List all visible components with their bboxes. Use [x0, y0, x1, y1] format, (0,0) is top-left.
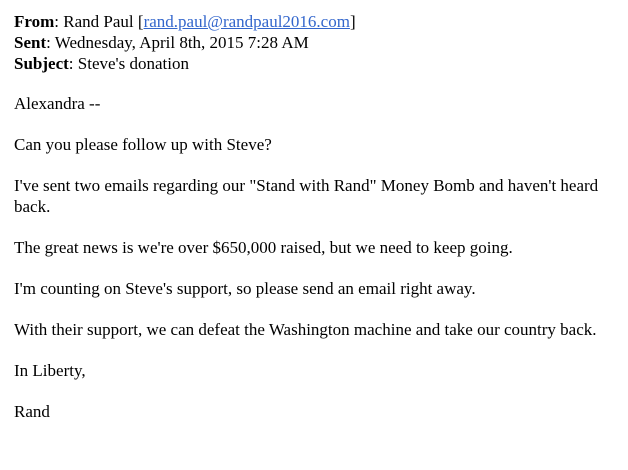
- sent-date: Wednesday, April 8th, 2015 7:28 AM: [54, 33, 309, 52]
- body-paragraph: With their support, we can defeat the Washington machine and take our country back.: [14, 320, 597, 339]
- closing: In Liberty,: [14, 361, 86, 380]
- greeting: Alexandra --: [14, 94, 101, 113]
- sender-name: Rand Paul: [63, 12, 134, 31]
- email-body: [14, 93, 614, 422]
- signature: Rand: [14, 402, 50, 421]
- subject-text: Steve's donation: [77, 54, 189, 73]
- from-label: From: [14, 12, 55, 31]
- body-paragraph: Can you please follow up with Steve?: [14, 135, 272, 154]
- body-paragraph: I'm counting on Steve's support, so please send an email right away.: [14, 279, 476, 298]
- subject-line: Subject: Steve's donation: [14, 54, 189, 73]
- subject-label: Subject: [14, 54, 69, 73]
- sender-email-link[interactable]: rand.paul@randpaul2016.com: [143, 12, 350, 31]
- sent-line: Sent: Wednesday, April 8th, 2015 7:28 AM: [14, 33, 309, 52]
- body-paragraph: I've sent two emails regarding our "Stand with Rand" Money Bomb and haven't heard back.: [14, 176, 599, 216]
- from-line: From: Rand Paul [rand.paul@randpaul2016.com]: [14, 12, 356, 31]
- sent-label: Sent: [14, 33, 47, 52]
- email-header: [14, 11, 614, 74]
- body-paragraph: The great news is we're over $650,000 raised, but we need to keep going.: [14, 238, 513, 257]
